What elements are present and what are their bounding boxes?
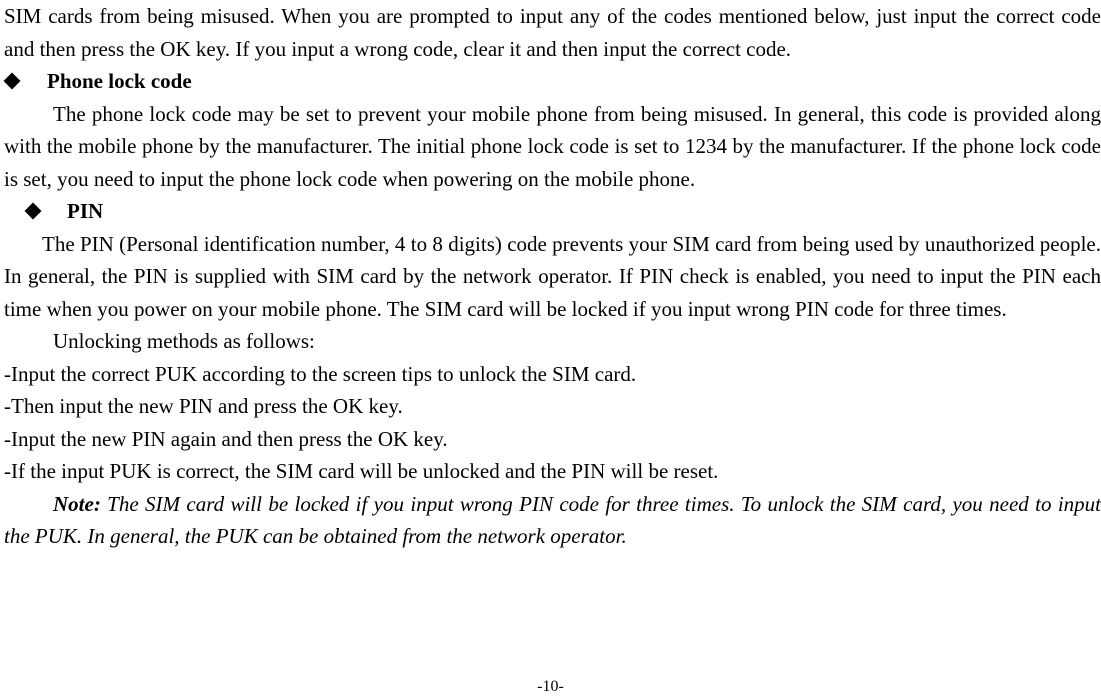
unlock-intro: Unlocking methods as follows: xyxy=(53,329,315,353)
phone-lock-paragraph: The phone lock code may be set to prevent your mobile phone from being misused. In general, this code is provided along with the mobile phone by the manufacturer. The initial phone lock code is set to 1234 by the manufacturer. If the phone lock code is set, you need to input the phone lock code when powering on the mobile phone. xyxy=(4,101,1101,191)
pin-paragraph: The PIN (Personal identification number, 4 to 8 digits) code prevents your SIM card from being used by unauthorized people. In general, the PIN is supplied with SIM card by the network operator. If PIN check is enabled, you need to input the PIN each time when you power on your mobile phone. The SIM card will be locked if you input wrong PIN code for three times. xyxy=(4,231,1101,321)
pin-heading-text: PIN xyxy=(67,199,104,223)
page-number: -10- xyxy=(537,678,564,695)
diamond-bullet-icon xyxy=(25,203,42,220)
note-paragraph xyxy=(4,488,1101,553)
list-item: -If the input PUK is correct, the SIM card will be unlocked and the PIN will be reset. xyxy=(4,459,719,483)
list-item: -Then input the new PIN and press the OK key. xyxy=(4,394,403,418)
diamond-bullet-icon xyxy=(4,73,21,90)
intro-paragraph: SIM cards from being misused. When you are prompted to input any of the codes mentioned below, just input the correct code and then press the OK key. If you input a wrong code, clear it and then input the correct code. xyxy=(4,4,1101,61)
document-page xyxy=(4,0,1101,553)
note-label: Note: xyxy=(53,491,101,516)
list-item: -Input the new PIN again and then press the OK key. xyxy=(4,426,448,451)
list-item: -Input the correct PUK according to the screen tips to unlock the SIM card. xyxy=(4,361,637,386)
phone-lock-heading-text: Phone lock code xyxy=(47,69,192,93)
pin-heading xyxy=(4,195,1101,228)
phone-lock-heading xyxy=(4,65,1101,98)
note-text: The SIM card will be locked if you input wrong PIN code for three times. To unlock the SIM card, you need to input the PUK. In general, the PUK can be obtained from the network operator. xyxy=(4,491,1101,548)
